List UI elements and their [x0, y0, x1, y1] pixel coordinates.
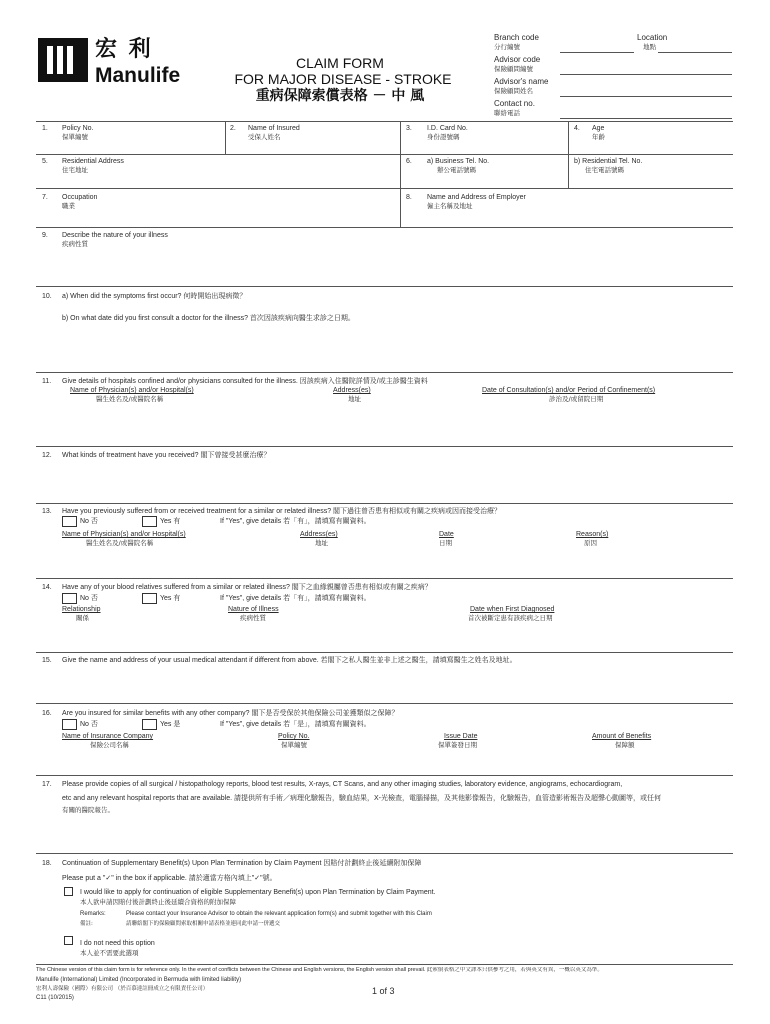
location-label: Location: [637, 33, 668, 42]
q11-col1-header-zh: 醫生姓名及/或醫院名稱: [96, 395, 164, 403]
q13-col2-header: Address(es): [300, 531, 338, 538]
q13-col1-header-zh: 醫生姓名及/或醫院名稱: [86, 539, 154, 547]
footer-form-code: C11 (10/2015): [36, 995, 74, 1001]
rule: [36, 964, 733, 965]
q13-col4-header-zh: 原因: [584, 539, 597, 547]
q7-number: 7.: [42, 194, 48, 201]
col-divider: [568, 121, 569, 188]
q14-col1-header-zh: 關係: [76, 614, 89, 622]
branch-code-label-zh: 分行編號: [494, 43, 520, 51]
q13-col3-header-zh: 日期: [439, 539, 452, 547]
col-divider: [400, 121, 401, 227]
rule: [36, 578, 733, 579]
footer-company-zh: 宏利人壽保險（國際）有限公司 （於百慕達註冊成立之有限責任公司）: [36, 986, 209, 992]
q13-col2-header-zh: 地址: [315, 539, 328, 547]
q7-label-zh: 職業: [62, 202, 75, 210]
page-number: 1 of 3: [372, 986, 395, 996]
q2-label-zh: 受保人姓名: [248, 133, 281, 141]
q16-no-checkbox[interactable]: [62, 719, 77, 730]
q8-label-zh: 僱主名稱及地址: [427, 202, 473, 210]
q17-number: 17.: [42, 781, 52, 788]
q2-label: Name of Insured: [248, 125, 300, 132]
q13-number: 13.: [42, 508, 52, 515]
advisor-code-label: Advisor code: [494, 55, 541, 64]
q18-remarks-label: Remarks:: [80, 911, 106, 917]
q14-if-yes: If "Yes", give details 若「有」，請填寫有關資料。: [220, 595, 371, 602]
q16-if-yes: If "Yes", give details 若「是」，請填寫有關資料。: [220, 721, 371, 728]
q1-number: 1.: [42, 125, 48, 132]
title-line1: CLAIM FORM: [296, 55, 384, 71]
rule: [36, 853, 733, 854]
q18-option2-checkbox[interactable]: [64, 936, 73, 945]
q5-label-zh: 住宅地址: [62, 166, 88, 174]
q10a-label: a) When did the symptoms first occur? 何時開始出現病徵？: [62, 293, 247, 300]
rule: [36, 703, 733, 704]
rule: [36, 503, 733, 504]
q11-col3-header-zh: 診治及/或留院日期: [549, 395, 604, 403]
q13-if-yes: If "Yes", give details 若「有」，請填寫有關資料。: [220, 518, 371, 525]
contact-line: [560, 118, 732, 119]
q3-label-zh: 身份證號碼: [427, 133, 460, 141]
rule: [36, 286, 733, 287]
q16-col4-header: Amount of Benefits: [592, 733, 652, 740]
q11-col2-header-zh: 地址: [348, 395, 361, 403]
q5-number: 5.: [42, 158, 48, 165]
q6b-label: b) Residential Tel. No.: [574, 158, 643, 165]
q12-number: 12.: [42, 452, 52, 459]
q14-no-checkbox[interactable]: [62, 593, 77, 604]
manulife-logo-mark: [38, 38, 88, 82]
contact-label: Contact no.: [494, 99, 535, 108]
q13-yes-checkbox[interactable]: [142, 516, 157, 527]
logo-zh: 宏 利: [95, 37, 153, 62]
branch-code-line: [560, 52, 634, 53]
logo-en: Manulife: [95, 64, 181, 87]
advisor-name-label-zh: 保險顧問姓名: [494, 87, 533, 95]
q14-col2-header: Nature of Illness: [228, 606, 279, 613]
q11-number: 11.: [42, 378, 52, 385]
q1-label: Policy No.: [62, 125, 94, 132]
q4-label-zh: 年齡: [592, 133, 605, 141]
q18-option1-label-zh: 本人欲申請因賠付後計劃終止後延續合資格的附加保障: [80, 898, 236, 906]
q8-number: 8.: [406, 194, 412, 201]
advisor-code-label-zh: 保險顧問編號: [494, 65, 533, 73]
q5-label: Residential Address: [62, 158, 124, 165]
q18-option1-checkbox[interactable]: [64, 887, 73, 896]
q13-label: Have you previously suffered from or received treatment for a similar or related illness? 閣下過往曾否患有相似或有關之疾病或因而接受治療？: [62, 508, 502, 515]
q16-col3-header-zh: 保單簽發日期: [438, 741, 477, 749]
col-divider: [225, 121, 226, 154]
rule: [36, 121, 733, 122]
q15-number: 15.: [42, 657, 52, 664]
q18-label: Continuation of Supplementary Benefit(s) Upon Plan Termination by Claim Payment 因賠付計劃終止後延續附加保障: [62, 860, 422, 867]
q10b-label: b) On what date did you first consult a doctor for the illness? 首次因該疾病向醫生求診之日期。: [62, 315, 355, 322]
q11-col2-header: Address(es): [333, 387, 371, 394]
rule: [36, 652, 733, 653]
q13-col1-header: Name of Physician(s) and/or Hospital(s): [62, 531, 186, 538]
q14-yes-label: Yes 有: [160, 595, 181, 602]
advisor-name-line: [560, 96, 732, 97]
q16-yes-label: Yes 是: [160, 721, 181, 728]
footer-company: Manulife (International) Limited (Incorporated in Bermuda with limited liability): [36, 977, 242, 983]
q18-option1-label: I would like to apply for continuation of eligible Supplementary Benefit(s) upon Plan Termination by Claim Payment.: [80, 889, 436, 896]
q18-option2-label-zh: 本人並不需要此選項: [80, 949, 139, 957]
q18-remarks-text-zh: 請聯絡閣下的保險顧問索取相關申請表格並連同此申請一併遞交: [126, 921, 281, 927]
q9-number: 9.: [42, 232, 48, 239]
q16-no-label: No 否: [80, 721, 98, 728]
q11-label: Give details of hospitals confined and/or physicians consulted for the illness. 因該疾病入住醫院詳情及/或主診醫生資料: [62, 378, 428, 385]
q14-number: 14.: [42, 584, 52, 591]
q16-col1-header-zh: 保險公司名稱: [90, 741, 129, 749]
q16-col1-header: Name of Insurance Company: [62, 733, 154, 740]
advisor-name-label: Advisor's name: [494, 77, 549, 86]
q16-col2-header: Policy No.: [278, 733, 310, 740]
q13-yes-label: Yes 有: [160, 518, 181, 525]
q17-line2: etc and any relevant hospital reports that are available. 請提供所有手術／病理化驗報告，驗血結果，X-光檢查，電腦掃描，及其他影像報告，化驗報告，血管造影術報告及超聲心動圖等，或任何: [62, 795, 661, 802]
q3-number: 3.: [406, 125, 412, 132]
q14-col3-header-zh: 首次被斷定患有該疾病之日期: [468, 614, 553, 622]
q6a-label: a) Business Tel. No.: [427, 158, 490, 165]
title-line2: FOR MAJOR DISEASE - STROKE: [234, 71, 452, 87]
q14-col2-header-zh: 疾病性質: [240, 614, 266, 622]
advisor-code-line: [560, 74, 732, 75]
rule: [36, 227, 733, 228]
q18-number: 18.: [42, 860, 52, 867]
q14-col1-header: Relationship: [62, 606, 101, 613]
rule: [36, 446, 733, 447]
q14-col3-header: Date when First Diagnosed: [470, 606, 555, 613]
q15-label: Give the name and address of your usual medical attendant if different from above. 若閣下之私人醫生並非上述之醫生，請填寫醫生之姓名及地址。: [62, 657, 517, 664]
q18-remarks-text: Please contact your Insurance Advisor to obtain the relevant application form(s) and submit together with this Claim: [126, 911, 432, 917]
rule: [36, 154, 733, 155]
q17-line3: 有關的醫院報告。: [62, 806, 114, 814]
q2-number: 2.: [230, 125, 236, 132]
q18-remarks-label-zh: 備註:: [80, 921, 93, 927]
q18-option2-label: I do not need this option: [80, 940, 155, 947]
q9-label-zh: 疾病性質: [62, 240, 88, 248]
rule: [36, 188, 733, 189]
branch-code-label: Branch code: [494, 33, 539, 42]
rule: [36, 775, 733, 776]
q1-label-zh: 保單編號: [62, 133, 88, 141]
q16-number: 16.: [42, 710, 52, 717]
q3-label: I.D. Card No.: [427, 125, 468, 132]
q13-no-label: No 否: [80, 518, 98, 525]
q13-col4-header: Reason(s): [576, 531, 609, 538]
q12-label: What kinds of treatment have you received? 閣下曾接受甚麼治療？: [62, 452, 271, 459]
q14-label: Have any of your blood relatives suffered from a similar or related illness? 閣下之血緣親屬曾否患有相似或有關之疾病？: [62, 584, 432, 591]
q16-label: Are you insured for similar benefits with any other company? 閣下是否受保於其他保險公司並獲類似之保障？: [62, 710, 399, 717]
location-line: [658, 52, 732, 53]
q11-col1-header: Name of Physician(s) and/or Hospital(s): [70, 387, 194, 394]
q9-label: Describe the nature of your illness: [62, 232, 168, 239]
q14-yes-checkbox[interactable]: [142, 593, 157, 604]
q10-number: 10.: [42, 293, 52, 300]
q16-col4-header-zh: 保障額: [615, 741, 635, 749]
q6a-label-zh: 辦公電話號碼: [437, 166, 476, 174]
q13-no-checkbox[interactable]: [62, 516, 77, 527]
q7-label: Occupation: [62, 194, 98, 201]
q16-col2-header-zh: 保單編號: [281, 741, 307, 749]
contact-label-zh: 聯絡電話: [494, 109, 520, 117]
title-zh: 重病保障索償表格 － 中 風: [255, 88, 425, 104]
footer-note: The Chinese version of this claim form is for reference only. In the event of conflicts between the Chinese and English versions, the English version shall prevail. 此索償表格之中文譯本只供參考之用，若與英文有異，一概以英文為準。: [36, 967, 603, 973]
rule: [36, 372, 733, 373]
q4-label: Age: [592, 125, 605, 132]
q13-col3-header: Date: [439, 531, 454, 538]
q16-yes-checkbox[interactable]: [142, 719, 157, 730]
q6-number: 6.: [406, 158, 412, 165]
q8-label: Name and Address of Employer: [427, 194, 526, 201]
q17-line1: Please provide copies of all surgical / histopathology reports, blood test results, X-rays, CT Scans, and any other imaging studies, laboratory evidence, angiograms, echocardiogram,: [62, 781, 623, 788]
location-label-zh: 地點: [643, 43, 656, 51]
q4-number: 4.: [574, 125, 580, 132]
q18-instruction: Please put a "✓" in the box if applicable. 請於適當方格內填上"✓"號。: [62, 875, 277, 882]
q14-no-label: No 否: [80, 595, 98, 602]
q16-col3-header: Issue Date: [444, 733, 478, 740]
q11-col3-header: Date of Consultation(s) and/or Period of Confinement(s): [482, 387, 656, 394]
q6b-label-zh: 住宅電話號碼: [585, 166, 624, 174]
